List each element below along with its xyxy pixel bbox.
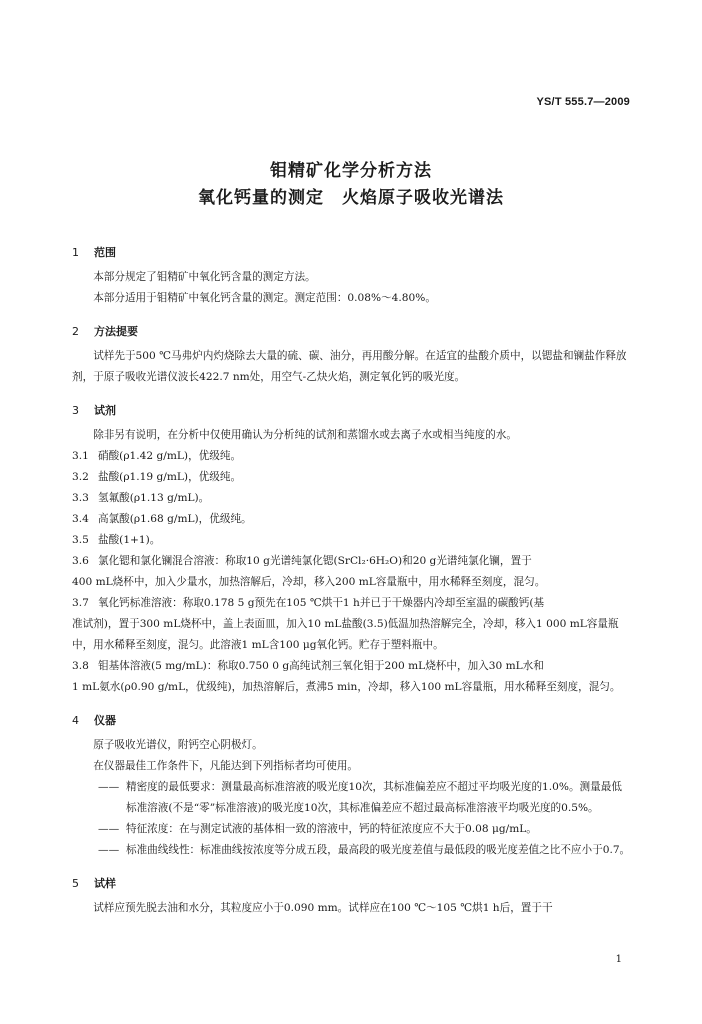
reagent-item	[72, 593, 632, 614]
requirement-text: 特征浓度：在与测定试液的基体相一致的溶液中，钙的特征浓度应不大于0.08 μg/mL。	[126, 823, 537, 835]
item-text: 高氯酸(ρ1.68 g/mL)，优级纯。	[98, 513, 252, 525]
section-number: 4	[72, 714, 79, 727]
requirement-item	[72, 819, 632, 840]
item-text: 氢氟酸(ρ1.13 g/mL)。	[98, 492, 210, 504]
paragraph: 原子吸收光谱仪，附钙空心阴极灯。	[93, 739, 263, 751]
document-title: 钼精矿化学分析方法	[270, 161, 432, 181]
section-number: 5	[72, 877, 79, 890]
section-heading-reagents	[72, 400, 632, 421]
dash-marker: ——	[98, 781, 120, 793]
item-number: 3.8	[72, 660, 89, 672]
reagent-item	[72, 530, 632, 551]
item-text: 硝酸(ρ1.42 g/mL)，优级纯。	[98, 450, 242, 462]
section-heading-scope	[72, 242, 632, 263]
reagent-item	[72, 656, 632, 677]
section-title: 仪器	[94, 714, 116, 727]
reagent-item	[72, 551, 632, 572]
paragraph: 除非另有说明，在分析中仅使用确认为分析纯的试剂和蒸馏水或去离子水或相当纯度的水。	[93, 429, 517, 441]
section-number: 2	[72, 325, 79, 338]
item-number: 3.5	[72, 534, 89, 546]
item-number: 3.2	[72, 471, 89, 483]
item-text: 氯化锶和氯化镧混合溶液：称取10 g光谱纯氯化锶(SrCl₂·6H₂O)和20 g光谱纯氯化镧，置于	[98, 555, 532, 567]
section-heading-apparatus	[72, 710, 632, 731]
section-title: 试样	[94, 877, 116, 890]
item-text: 钼基体溶液(5 mg/mL)：称取0.750 0 g高纯试剂三氧化钼于200 mL烧杯中，加入30 mL水和	[98, 660, 544, 672]
section-title: 试剂	[94, 404, 116, 417]
section-heading-principle	[72, 321, 632, 342]
dash-marker: ——	[98, 823, 120, 835]
section-title: 方法提要	[94, 325, 138, 338]
section-number: 3	[72, 404, 79, 417]
item-text: 盐酸(ρ1.19 g/mL)，优级纯。	[98, 471, 242, 483]
item-text: 盐酸(1+1)。	[98, 534, 161, 546]
section-number: 1	[72, 246, 79, 259]
page-number: 1	[615, 954, 622, 965]
item-number: 3.4	[72, 513, 89, 525]
dash-marker: ——	[98, 844, 120, 856]
paragraph: 在仪器最佳工作条件下，凡能达到下列指标者均可使用。	[93, 760, 359, 772]
requirement-item	[72, 777, 632, 819]
reagent-item	[72, 467, 632, 488]
document-subtitle: 氧化钙量的测定 火焰原子吸收光谱法	[198, 188, 504, 208]
item-number: 3.6	[72, 555, 89, 567]
item-continuation: 准试剂)，置于300 mL烧杯中，盖上表面皿，加入10 mL盐酸(3.5)低温加热溶解完全，冷却，移入1 000 mL容量瓶中，用水稀释至刻度，混匀。此溶液1 mL含100 μg氧化钙。贮存于塑料瓶中。	[72, 618, 619, 651]
document-body	[72, 236, 632, 919]
section-title: 范围	[94, 246, 116, 259]
paragraph: 试样应预先脱去油和水分，其粒度应小于0.090 mm。试样应在100 ℃～105 ℃烘1 h后，置于干	[93, 902, 553, 914]
paragraph: 本部分适用于钼精矿中氧化钙含量的测定。测定范围：0.08%～4.80%。	[93, 292, 436, 304]
reagent-item	[72, 509, 632, 530]
requirement-item	[72, 840, 632, 861]
item-text: 氧化钙标准溶液：称取0.178 5 g预先在105 ℃烘干1 h并已于干燥器内冷却至室温的碳酸钙(基	[98, 597, 545, 609]
item-number: 3.1	[72, 450, 89, 462]
reagent-item	[72, 488, 632, 509]
requirement-text: 标准曲线线性：标准曲线按浓度等分成五段，最高段的吸光度差值与最低段的吸光度差值之比不应小于0.7。	[126, 844, 631, 856]
item-number: 3.3	[72, 492, 89, 504]
item-continuation: 400 mL烧杯中，加入少量水，加热溶解后，冷却，移入200 mL容量瓶中，用水稀释至刻度，混匀。	[72, 576, 546, 588]
standard-code: YS/T 555.7—2009	[536, 96, 630, 108]
item-continuation: 1 mL氨水(ρ0.90 g/mL，优级纯)，加热溶解后，煮沸5 min，冷却，移入100 mL容量瓶，用水稀释至刻度，混匀。	[72, 681, 621, 693]
requirement-text: 精密度的最低要求：测量最高标准溶液的吸光度10次，其标准偏差应不超过平均吸光度的1.0%。测量最低标准溶液(不是“零”标准溶液)的吸光度10次，其标准偏差应不超过最高标准溶液平均吸光度的0.5%。	[126, 781, 622, 814]
section-heading-sample	[72, 873, 632, 894]
paragraph: 本部分规定了钼精矿中氧化钙含量的测定方法。	[93, 271, 316, 283]
item-number: 3.7	[72, 597, 89, 609]
paragraph: 试样先于500 ℃马弗炉内灼烧除去大量的硫、碳、油分，再用酸分解。在适宜的盐酸介质中，以锶盐和镧盐作释放剂，于原子吸收光谱仪波长422.7 nm处，用空气-乙炔火焰，测定氧化钙的吸光度。	[72, 350, 627, 383]
reagent-item	[72, 446, 632, 467]
